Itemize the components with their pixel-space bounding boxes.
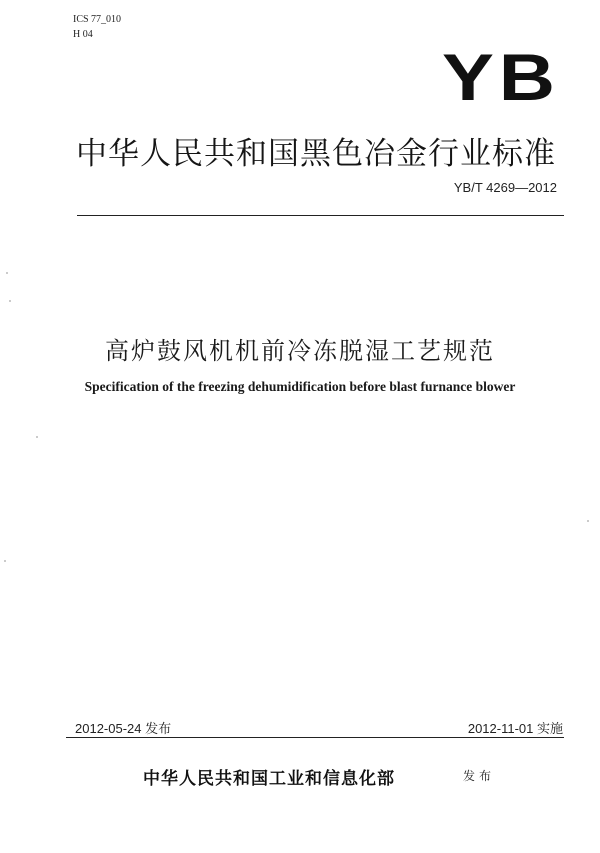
document-title-english: Specification of the freezing dehumidification before blast furnance blower [84, 379, 516, 394]
standard-category: 中华人民共和国黑色冶金行业标准 [76, 136, 556, 172]
ccs-code: H 04 [73, 29, 93, 40]
issue-date: 2012-05-24 发布 [75, 721, 172, 736]
footer-divider [66, 737, 564, 738]
standard-logo: YB [442, 40, 560, 114]
document-title-chinese: 高炉鼓风机机前冷冻脱湿工艺规范 [105, 337, 495, 365]
header-divider [77, 215, 564, 216]
scan-speck [6, 272, 8, 274]
implementation-date: 2012-11-01 实施 [467, 721, 563, 736]
ics-code: ICS 77_010 [73, 14, 122, 25]
issuing-authority: 中华人民共和国工业和信息化部 [143, 769, 395, 789]
scan-speck [4, 560, 6, 562]
publish-label: 发布 [463, 769, 496, 783]
standard-number: YB/T 4269—2012 [453, 180, 557, 195]
scan-speck [9, 300, 11, 302]
scan-speck [36, 436, 38, 438]
scan-speck [587, 520, 589, 522]
